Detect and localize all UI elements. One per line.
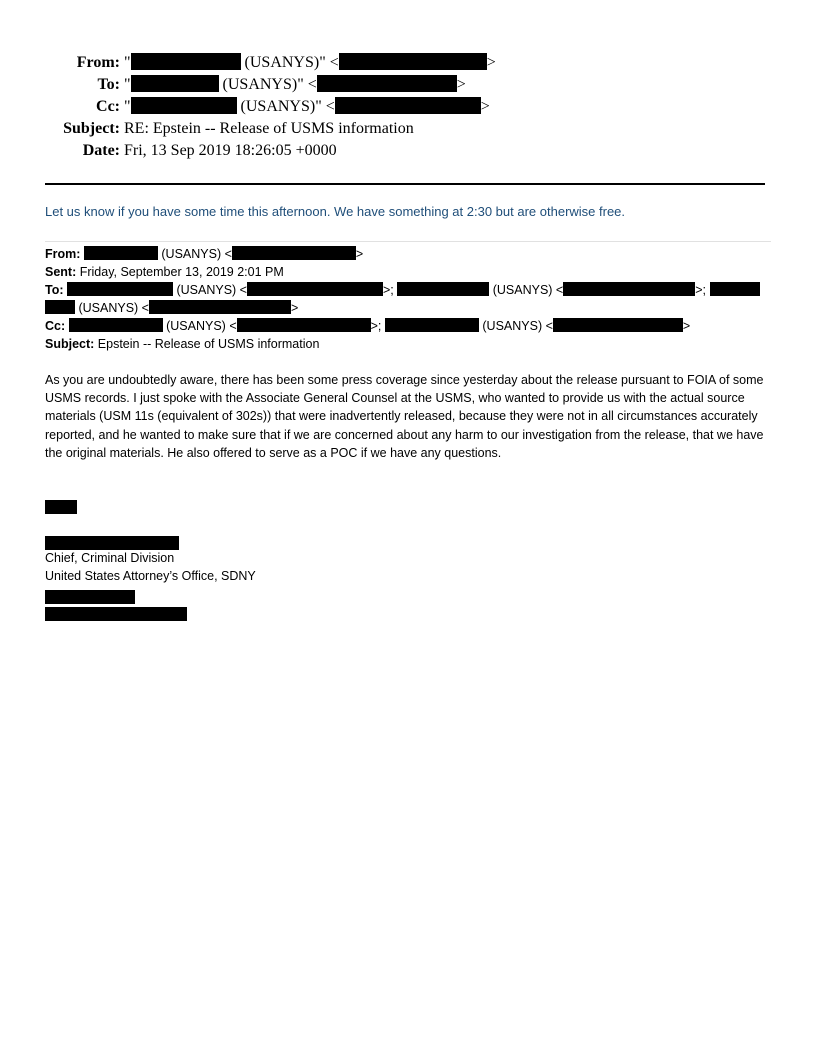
redaction-block [84, 246, 158, 260]
redaction-block [131, 75, 219, 92]
header-from-row [0, 53, 816, 75]
orig-to-org: (USANYS) < [173, 283, 247, 297]
redaction-block [335, 97, 481, 114]
redaction-block [385, 318, 479, 332]
orig-subject: Epstein -- Release of USMS information [94, 337, 320, 351]
header-to-row [0, 75, 816, 97]
redaction-block [339, 53, 487, 70]
message-header [0, 53, 816, 163]
redaction-block [553, 318, 683, 332]
redaction-block [45, 300, 75, 314]
redaction-block [247, 282, 383, 296]
redaction-block [232, 246, 356, 260]
redaction-block [45, 607, 187, 621]
header-to-org: (USANYS)" < [222, 76, 317, 93]
orig-to-row-cont [45, 299, 775, 317]
redaction-block [45, 536, 179, 550]
header-cc-org: (USANYS)" < [240, 98, 335, 115]
header-cc-row [0, 97, 816, 119]
header-subject-row [0, 119, 816, 141]
orig-from-org: (USANYS) < [157, 247, 232, 261]
redaction-block [45, 590, 135, 604]
header-date-row [0, 141, 816, 163]
reply-text: Let us know if you have some time this afternoon. We have something at 2:30 but are otherwise free. [45, 204, 626, 219]
orig-to-row [45, 281, 775, 299]
header-date-label: Date: [82, 142, 120, 159]
orig-cc-label: Cc: [45, 319, 66, 333]
redaction-block [131, 53, 241, 70]
quote-divider [45, 241, 771, 242]
signature-title: Chief, Criminal Division [45, 551, 175, 565]
redaction-block [131, 97, 237, 114]
orig-cc-row [45, 317, 775, 335]
message-body: As you are undoubtedly aware, there has been some press coverage since yesterday about the release pursuant to FOIA of some USMS records. I just spoke with the Associate General Counsel at the USMS, who wanted to provide us with the actual source materials (USM 11s (equivalent of 302s)) that were inadvertently released, because they were not in all circumstances accurately reported, and he wanted to make sure that if we are concerned about any harm to our investigation from the release, that we have the original materials. He also offered to serve as a POC if we have any questions. [45, 373, 764, 460]
redaction-block [149, 300, 291, 314]
orig-sep: >; [695, 283, 707, 297]
redaction-block [45, 500, 77, 514]
header-subject-label: Subject: [63, 120, 120, 137]
header-to-value: " (USANYS)" < > [124, 76, 466, 93]
header-subject: RE: Epstein -- Release of USMS information [124, 120, 414, 137]
orig-cc-org: (USANYS) < [162, 319, 237, 333]
header-from-org: (USANYS)" < [244, 54, 339, 71]
orig-subject-label: Subject: [45, 337, 95, 351]
orig-usanys: (USANYS) < [492, 283, 564, 297]
orig-from-label: From: [45, 247, 81, 261]
redaction-block [317, 75, 457, 92]
header-divider [45, 183, 765, 185]
orig-from-row [45, 245, 775, 263]
header-cc-label: Cc: [96, 98, 120, 115]
redaction-block [710, 282, 760, 296]
header-date: Fri, 13 Sep 2019 18:26:05 +0000 [124, 142, 337, 159]
orig-usanys: (USANYS) < [482, 319, 553, 333]
orig-sent-label: Sent: [45, 265, 77, 279]
orig-sep: >; [370, 319, 382, 333]
header-from-value: " (USANYS)" < > [124, 54, 496, 71]
orig-close: > [355, 247, 364, 261]
redaction-block [563, 282, 695, 296]
orig-sent-row [45, 263, 775, 281]
orig-usanys: (USANYS) < [78, 301, 149, 315]
redaction-block [237, 318, 371, 332]
orig-sent: Friday, September 13, 2019 2:01 PM [76, 265, 284, 279]
header-from-label: From: [76, 54, 120, 71]
orig-sep: >; [382, 283, 394, 297]
original-message-header [45, 245, 775, 353]
redaction-block [69, 318, 163, 332]
signature-office: United States Attorney’s Office, SDNY [45, 569, 256, 583]
header-to-label: To: [97, 76, 120, 93]
redaction-block [397, 282, 489, 296]
orig-close: > [682, 319, 691, 333]
redaction-block [67, 282, 173, 296]
orig-subject-row [45, 335, 775, 353]
orig-to-label: To: [45, 283, 64, 297]
orig-close: > [291, 301, 299, 315]
header-cc-value: " (USANYS)" < > [124, 98, 490, 115]
